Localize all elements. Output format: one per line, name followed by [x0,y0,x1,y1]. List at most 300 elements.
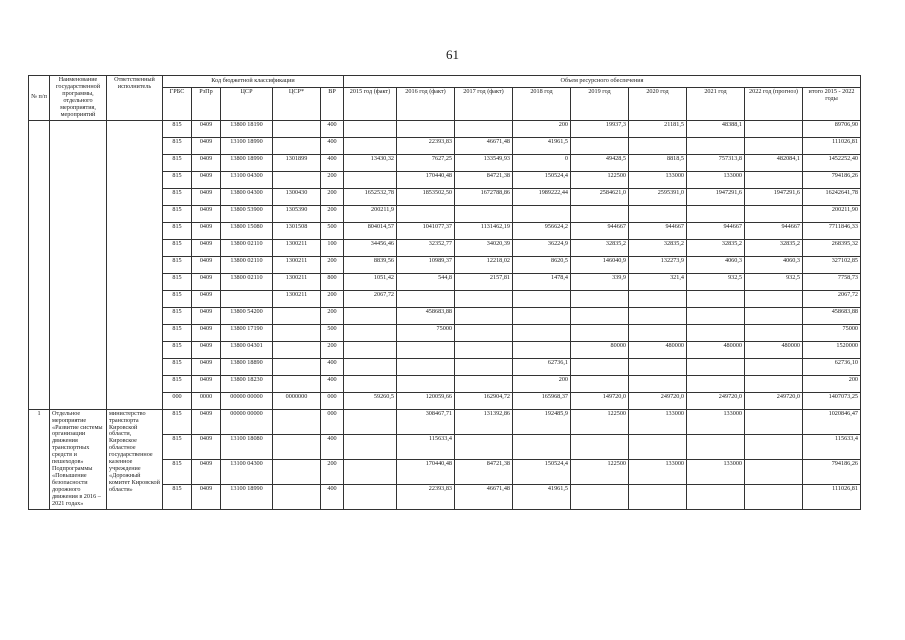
cell-y2018: 192485,9 [513,409,571,434]
cell-rzpr: 0409 [192,434,221,459]
cell-y2018 [513,290,571,307]
cell-y2022 [745,324,803,341]
cell-y2015: 59260,5 [344,392,397,409]
cell-grbs: 815 [163,239,192,256]
cell-y2017: 46671,48 [455,484,513,509]
cell-y2022 [745,484,803,509]
cell-y2021 [687,484,745,509]
cell-total: 1407073,25 [803,392,861,409]
cell-y2015 [344,137,397,154]
cell-vr: 200 [321,341,344,358]
cell-y2019: 19937,3 [571,120,629,137]
cell-y2015: 8839,56 [344,256,397,273]
cell-y2016: 170440,48 [397,171,455,188]
cell-grbs: 815 [163,307,192,324]
header-total: итого 2015 - 2022 годы [803,87,861,120]
cell-y2015 [344,171,397,188]
cell-y2021 [687,307,745,324]
cell-csr: 13800 18990 [221,154,273,171]
cell-y2022 [745,171,803,188]
cell-y2018: 41961,5 [513,137,571,154]
cell-y2021: 932,5 [687,273,745,290]
cell-y2020 [629,358,687,375]
cell-y2015 [344,341,397,358]
cell-y2016 [397,341,455,358]
cell-y2018: 150524,4 [513,459,571,484]
header-grbs: ГРБС [163,87,192,120]
cell-vr: 200 [321,290,344,307]
cell-total: 458683,88 [803,307,861,324]
cell-csr2 [273,409,321,434]
cell-rzpr: 0409 [192,239,221,256]
cell-vr: 400 [321,434,344,459]
cell-grbs: 000 [163,392,192,409]
cell-y2018: 956624,2 [513,222,571,239]
cell-rzpr: 0409 [192,205,221,222]
cell-csr2: 1300211 [273,239,321,256]
cell-y2018: 41961,5 [513,484,571,509]
cell-csr: 13800 53900 [221,205,273,222]
cell-y2019: 2584621,0 [571,188,629,205]
cell-y2015 [344,375,397,392]
cell-csr2 [273,120,321,137]
cell-y2017: 131392,86 [455,409,513,434]
cell-csr: 13800 02110 [221,273,273,290]
header-2018: 2018 год [513,87,571,120]
cell-y2022 [745,375,803,392]
cell-y2015: 1652532,78 [344,188,397,205]
cell-grbs: 815 [163,358,192,375]
cell-csr2 [273,307,321,324]
cell-y2019: 146040,9 [571,256,629,273]
cell-total: 1520000 [803,341,861,358]
cell-y2016 [397,290,455,307]
header-vr: ВР [321,87,344,120]
cell-y2018 [513,205,571,222]
cell-total: 115633,4 [803,434,861,459]
cell-csr2 [273,137,321,154]
cell-rzpr: 0409 [192,484,221,509]
cell-csr2 [273,171,321,188]
cell-y2017: 84721,38 [455,459,513,484]
cell-y2022 [745,307,803,324]
cell-y2020: 133000 [629,171,687,188]
cell-vr: 400 [321,375,344,392]
cell-csr: 13100 18990 [221,484,273,509]
cell-vr: 200 [321,307,344,324]
cell-y2022: 932,5 [745,273,803,290]
cell-y2021: 133000 [687,459,745,484]
cell-vr: 400 [321,137,344,154]
cell-csr: 00000 00000 [221,392,273,409]
cell-y2016 [397,375,455,392]
cell-y2020: 133000 [629,459,687,484]
cell-csr: 13800 18190 [221,120,273,137]
cell-y2021: 48388,1 [687,120,745,137]
cell-y2020 [629,324,687,341]
cell-y2016: 22393,83 [397,484,455,509]
cell-y2021: 4060,3 [687,256,745,273]
cell-rzpr: 0409 [192,290,221,307]
cell-grbs: 815 [163,120,192,137]
cell-y2020 [629,307,687,324]
cell-y2015 [344,484,397,509]
cell-y2019 [571,358,629,375]
cell-y2017: 84721,38 [455,171,513,188]
cell-rzpr: 0409 [192,273,221,290]
cell-y2020: 21181,5 [629,120,687,137]
cell-vr: 000 [321,392,344,409]
cell-grbs: 815 [163,484,192,509]
cell-csr2: 1305390 [273,205,321,222]
cell-rzpr: 0409 [192,409,221,434]
cell-y2016: 22393,83 [397,137,455,154]
cell-rzpr: 0409 [192,171,221,188]
block1-name-cell [50,120,107,409]
cell-csr: 13800 02110 [221,239,273,256]
cell-y2019: 944667 [571,222,629,239]
cell-y2021: 133000 [687,409,745,434]
table-row [29,409,861,434]
cell-y2019 [571,484,629,509]
cell-total: 200211,90 [803,205,861,222]
cell-y2019: 49428,5 [571,154,629,171]
header-csr: ЦСР [221,87,273,120]
cell-csr: 13800 04300 [221,188,273,205]
table-body [29,120,861,509]
cell-rzpr: 0409 [192,222,221,239]
cell-csr2 [273,375,321,392]
cell-csr: 13100 04300 [221,459,273,484]
cell-y2017 [455,434,513,459]
cell-y2019 [571,137,629,154]
cell-y2017: 46671,48 [455,137,513,154]
cell-y2018: 200 [513,120,571,137]
resource-table [28,75,861,510]
cell-y2017: 34020,39 [455,239,513,256]
cell-y2021: 32835,2 [687,239,745,256]
cell-grbs: 815 [163,273,192,290]
cell-vr: 200 [321,205,344,222]
cell-y2021 [687,375,745,392]
cell-grbs: 815 [163,154,192,171]
cell-y2022: 4060,3 [745,256,803,273]
header-2016: 2016 год (факт) [397,87,455,120]
cell-rzpr: 0409 [192,137,221,154]
cell-y2019: 149720,0 [571,392,629,409]
cell-y2018 [513,341,571,358]
cell-y2021 [687,324,745,341]
cell-y2019 [571,290,629,307]
cell-y2020 [629,434,687,459]
cell-y2017 [455,307,513,324]
cell-csr: 13800 54200 [221,307,273,324]
cell-vr: 500 [321,222,344,239]
block2-executor: министерство транспорта Кировской области, Кировское областное государственное казенное учреждение «Дорожный комитет Кировской области» [107,409,163,509]
cell-y2021 [687,205,745,222]
cell-y2015 [344,120,397,137]
cell-vr: 400 [321,120,344,137]
cell-y2016: 7627,25 [397,154,455,171]
cell-y2016: 308467,71 [397,409,455,434]
cell-total: 111026,81 [803,484,861,509]
cell-y2017 [455,324,513,341]
cell-grbs: 815 [163,137,192,154]
cell-y2021: 480000 [687,341,745,358]
cell-vr: 500 [321,324,344,341]
cell-y2019 [571,434,629,459]
block1-num-cell [29,120,50,409]
cell-y2021: 249720,0 [687,392,745,409]
cell-total: 7711846,33 [803,222,861,239]
cell-rzpr: 0409 [192,459,221,484]
cell-grbs: 815 [163,409,192,434]
cell-rzpr: 0409 [192,120,221,137]
cell-grbs: 815 [163,290,192,307]
cell-rzpr: 0409 [192,154,221,171]
cell-grbs: 815 [163,375,192,392]
cell-vr: 400 [321,358,344,375]
cell-rzpr: 0409 [192,324,221,341]
cell-y2022 [745,290,803,307]
cell-csr: 00000 00000 [221,409,273,434]
cell-csr: 13800 17190 [221,324,273,341]
cell-y2022 [745,205,803,222]
block2-name: Отдельное мероприятие «Развитие системы организации движения транспортных средств и пешеходов» Подпрограммы «Повышение безопасности дорожного движения в 2016 – 2021 годах» [50,409,107,509]
cell-y2020: 944667 [629,222,687,239]
cell-y2022 [745,459,803,484]
cell-rzpr: 0409 [192,188,221,205]
cell-y2021 [687,137,745,154]
cell-y2018 [513,307,571,324]
cell-vr: 200 [321,188,344,205]
cell-y2021 [687,358,745,375]
cell-y2019 [571,375,629,392]
cell-grbs: 815 [163,188,192,205]
cell-grbs: 815 [163,171,192,188]
cell-csr: 13800 15080 [221,222,273,239]
header-name: Наименование государственной программы, отдельного мероприятия, мероприятий [50,76,107,121]
header-2020: 2020 год [629,87,687,120]
cell-y2015: 1051,42 [344,273,397,290]
cell-grbs: 815 [163,222,192,239]
cell-y2022: 944667 [745,222,803,239]
cell-csr2 [273,341,321,358]
cell-y2017 [455,375,513,392]
cell-y2015 [344,324,397,341]
block1-executor-cell [107,120,163,409]
cell-y2021: 133000 [687,171,745,188]
cell-csr2 [273,484,321,509]
cell-y2018: 1989222,44 [513,188,571,205]
header-2017: 2017 год (факт) [455,87,513,120]
cell-rzpr: 0409 [192,256,221,273]
header-executor: Ответственный исполнитель [107,76,163,121]
cell-total: 62736,10 [803,358,861,375]
cell-total: 16242641,78 [803,188,861,205]
cell-total: 111026,81 [803,137,861,154]
cell-csr: 13800 02110 [221,256,273,273]
cell-rzpr: 0000 [192,392,221,409]
header-csr-star: ЦСР* [273,87,321,120]
cell-y2015: 34456,46 [344,239,397,256]
cell-y2016 [397,358,455,375]
cell-y2020 [629,290,687,307]
cell-y2019: 122500 [571,459,629,484]
cell-y2017: 133549,93 [455,154,513,171]
cell-y2020: 132273,9 [629,256,687,273]
cell-y2019: 32835,2 [571,239,629,256]
cell-y2016: 170440,48 [397,459,455,484]
cell-vr: 800 [321,273,344,290]
cell-vr: 200 [321,256,344,273]
cell-y2018: 62736,1 [513,358,571,375]
cell-y2020 [629,375,687,392]
cell-y2015: 13430,32 [344,154,397,171]
cell-y2020: 133000 [629,409,687,434]
cell-y2021: 757313,8 [687,154,745,171]
cell-rzpr: 0409 [192,358,221,375]
cell-total: 1020846,47 [803,409,861,434]
cell-csr2: 1300430 [273,188,321,205]
cell-vr: 100 [321,239,344,256]
cell-total: 2067,72 [803,290,861,307]
cell-y2020: 2595391,0 [629,188,687,205]
cell-y2016: 120059,66 [397,392,455,409]
cell-y2020 [629,484,687,509]
cell-csr: 13800 04301 [221,341,273,358]
cell-vr: 400 [321,484,344,509]
cell-grbs: 815 [163,459,192,484]
cell-y2020: 480000 [629,341,687,358]
cell-csr2 [273,324,321,341]
cell-csr2: 0000000 [273,392,321,409]
cell-grbs: 815 [163,341,192,358]
cell-y2018 [513,324,571,341]
cell-y2018: 8620,5 [513,256,571,273]
cell-y2018: 1478,4 [513,273,571,290]
block2-num: 1 [29,409,50,509]
header-kbk-group: Код бюджетной классификации [163,76,344,88]
table-row [29,120,861,137]
cell-rzpr: 0409 [192,375,221,392]
header-2022: 2022 год (прогноз) [745,87,803,120]
cell-y2019 [571,307,629,324]
cell-y2016: 1041077,37 [397,222,455,239]
cell-vr: 200 [321,459,344,484]
cell-csr2 [273,459,321,484]
cell-y2020 [629,205,687,222]
cell-csr2: 1300211 [273,290,321,307]
header-volume-group: Объем ресурсного обеспечения [344,76,861,88]
cell-y2017: 162904,72 [455,392,513,409]
cell-y2016 [397,120,455,137]
cell-y2015: 2067,72 [344,290,397,307]
cell-csr2: 1300211 [273,273,321,290]
cell-csr2 [273,358,321,375]
cell-y2019: 122500 [571,171,629,188]
cell-csr2 [273,434,321,459]
cell-y2018: 165968,37 [513,392,571,409]
cell-y2019: 122500 [571,409,629,434]
cell-y2020: 249720,0 [629,392,687,409]
cell-total: 1452252,40 [803,154,861,171]
cell-y2015 [344,409,397,434]
cell-y2020: 8818,5 [629,154,687,171]
cell-y2018: 200 [513,375,571,392]
cell-total: 794186,26 [803,459,861,484]
cell-y2021 [687,290,745,307]
cell-y2017 [455,205,513,222]
cell-y2016: 458683,88 [397,307,455,324]
cell-y2016: 1853502,50 [397,188,455,205]
cell-y2016 [397,205,455,222]
cell-csr: 13800 18230 [221,375,273,392]
cell-y2022 [745,358,803,375]
cell-csr [221,290,273,307]
cell-y2021: 1947291,6 [687,188,745,205]
cell-rzpr: 0409 [192,307,221,324]
cell-y2020: 32835,2 [629,239,687,256]
cell-y2022: 32835,2 [745,239,803,256]
cell-y2016: 75000 [397,324,455,341]
cell-grbs: 815 [163,205,192,222]
cell-vr: 000 [321,409,344,434]
cell-csr: 13100 18990 [221,137,273,154]
cell-y2018: 0 [513,154,571,171]
cell-vr: 400 [321,154,344,171]
cell-total: 7758,73 [803,273,861,290]
cell-y2022 [745,434,803,459]
cell-csr: 13100 18080 [221,434,273,459]
cell-y2015 [344,434,397,459]
cell-vr: 200 [321,171,344,188]
cell-y2022: 482084,1 [745,154,803,171]
cell-y2017: 2157,81 [455,273,513,290]
cell-y2022 [745,409,803,434]
cell-y2022: 1947291,6 [745,188,803,205]
cell-total: 794186,26 [803,171,861,188]
cell-total: 75000 [803,324,861,341]
cell-csr2: 1301508 [273,222,321,239]
header-2015: 2015 год (факт) [344,87,397,120]
cell-y2019 [571,324,629,341]
header-rzpr: РзПр [192,87,221,120]
header-2021: 2021 год [687,87,745,120]
cell-grbs: 815 [163,324,192,341]
cell-y2016: 115633,4 [397,434,455,459]
cell-y2016: 544,8 [397,273,455,290]
cell-y2017 [455,341,513,358]
cell-y2022 [745,120,803,137]
cell-y2019: 80000 [571,341,629,358]
cell-y2015 [344,307,397,324]
cell-total: 89706,90 [803,120,861,137]
cell-csr2: 1301899 [273,154,321,171]
cell-y2015: 804014,57 [344,222,397,239]
cell-y2016: 32352,77 [397,239,455,256]
cell-y2015 [344,358,397,375]
cell-y2016: 10989,37 [397,256,455,273]
cell-y2022: 249720,0 [745,392,803,409]
cell-y2017: 1131462,19 [455,222,513,239]
cell-y2020: 321,4 [629,273,687,290]
cell-y2021 [687,434,745,459]
cell-y2018: 36224,9 [513,239,571,256]
cell-y2022 [745,137,803,154]
cell-y2017 [455,290,513,307]
cell-y2017: 1672788,86 [455,188,513,205]
